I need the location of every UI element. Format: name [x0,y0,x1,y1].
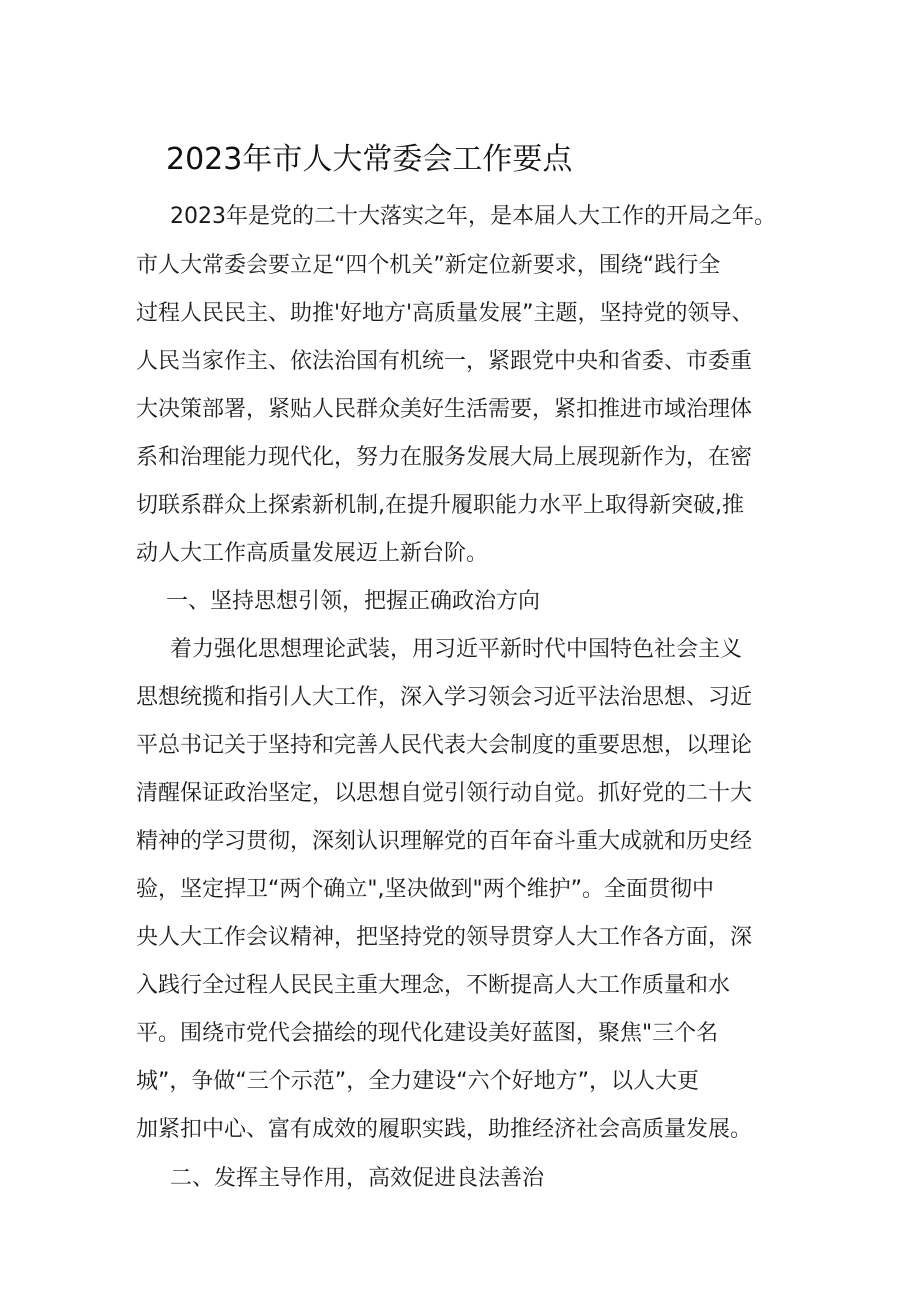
paragraph-line: 市人大常委会要立足“四个机关”新定位新要求，围绕“践行全 [136,253,721,278]
section-heading: 一、坚持思想引领，把握正确政治方向 [166,589,541,614]
paragraph-line: 加紧扣中心、富有成效的履职实践，助推经济社会高质量发展。 [136,1117,753,1142]
paragraph-line: 央人大工作会议精神，把坚持党的领导贯穿人大工作各方面，深 [136,925,753,950]
paragraph-line: 人民当家作主、依法治国有机统一，紧跟党中央和省委、市委重 [136,349,753,374]
paragraph-line: 城”，争做“三个示范”，全力建设“六个好地方”，以人大更 [136,1069,699,1094]
paragraph-line: 过程人民民主、助推'好地方'高质量发展”主题，坚持党的领导、 [136,301,754,326]
paragraph-line: 入践行全过程人民民主重大理念，不断提高人大工作质量和水 [136,973,731,998]
paragraph-line: 验，坚定捍卫“两个确立",坚决做到"两个维护”。全面贯彻中 [136,877,715,902]
paragraph-line: 思想统揽和指引人大工作，深入学习领会习近平法治思想、习近 [136,685,753,710]
paragraph-line: 系和治理能力现代化，努力在服务发展大局上展现新作为，在密 [136,445,753,470]
paragraph-line: 动人大工作高质量发展迈上新台阶。 [136,541,489,566]
paragraph-line: 切联系群众上探索新机制,在提升履职能力水平上取得新突破,推 [136,493,744,518]
paragraph-line: 大决策部署，紧贴人民群众美好生活需要，紧扣推进市域治理体 [136,397,753,422]
paragraph-line: 着力强化思想理论武装，用习近平新时代中国特色社会主义 [170,637,743,662]
paragraph-line: 平。围绕市党代会描绘的现代化建设美好蓝图，聚焦"三个名 [136,1021,719,1046]
paragraph-line: 平总书记关于坚持和完善人民代表大会制度的重要思想，以理论 [136,733,753,758]
paragraph-line: 精神的学习贯彻，深刻认识理解党的百年奋斗重大成就和历史经 [136,829,753,854]
section-heading: 二、发挥主导作用，高效促进良法善治 [170,1166,545,1191]
paragraph-line: 2023年是党的二十大落实之年，是本届人大工作的开局之年。 [170,204,776,229]
paragraph-line: 清醒保证政治坚定，以思想自觉引领行动自觉。抓好党的二十大 [136,781,753,806]
document-title: 2023年市人大常委会工作要点 [166,142,573,177]
